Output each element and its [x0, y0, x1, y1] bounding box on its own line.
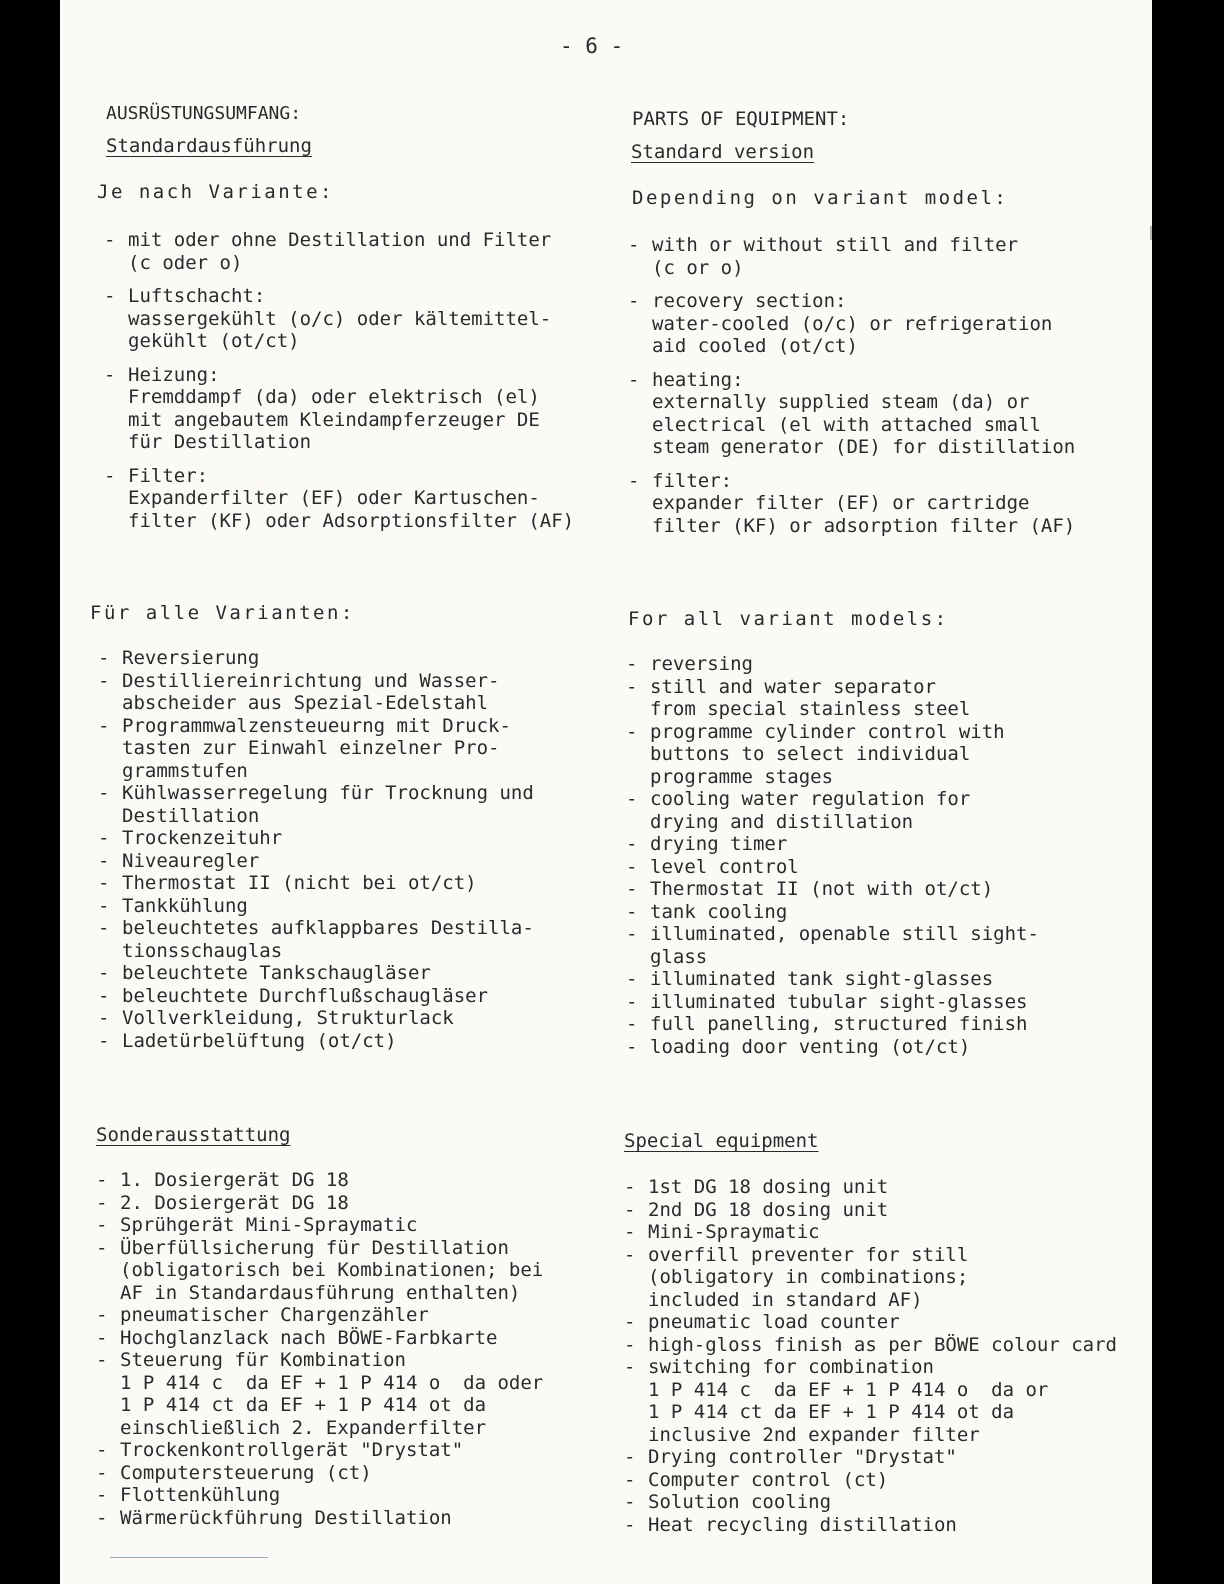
list-item-line: - Reversierung	[122, 647, 260, 669]
list-item-line: programme stages	[650, 765, 834, 788]
list-item-line: included in standard AF)	[648, 1288, 923, 1311]
scan-edge-line	[110, 1557, 268, 1558]
list-item-line: - heating:	[652, 368, 744, 391]
list-item-line: - Kühlwasserregelung für Trocknung und	[122, 782, 534, 804]
list-item	[624, 1469, 1117, 1492]
list-item-line: (c oder o)	[128, 251, 243, 274]
german-all-variants-heading: Für alle Varianten:	[90, 602, 355, 624]
list-item	[628, 234, 1075, 279]
list-item-line: mit angebautem Kleindampferzeuger DE	[128, 408, 540, 431]
list-item	[98, 1030, 534, 1053]
list-item-line: filter (KF) or adsorption filter (AF)	[652, 514, 1076, 537]
list-item-line: water-cooled (o/c) or refrigeration	[652, 312, 1053, 335]
list-item-line: - Trockenkontrollgerät "Drystat"	[120, 1439, 464, 1461]
list-item	[626, 878, 1039, 901]
list-item-line: tionsschauglas	[122, 939, 283, 962]
list-item	[96, 1304, 543, 1327]
list-item	[96, 1349, 543, 1439]
german-standard-heading: Standardausführung	[106, 135, 312, 157]
list-item-line: 1 P 414 ct da EF + 1 P 414 ot da	[648, 1401, 1015, 1423]
list-item	[98, 895, 534, 918]
german-standard-list	[104, 229, 574, 543]
list-item-line: Expanderfilter (EF) oder Kartuschen-	[128, 487, 540, 509]
list-item-line: - full panelling, structured finish	[650, 1013, 1028, 1035]
list-item	[96, 1237, 543, 1305]
list-item-line: - Steuerung für Kombination	[120, 1349, 406, 1371]
list-item	[626, 788, 1039, 833]
list-item-line: AF in Standardausführung enthalten)	[120, 1281, 521, 1304]
list-item-line: (obligatorisch bei Kombinationen; bei	[120, 1259, 544, 1281]
list-item	[624, 1244, 1117, 1312]
list-item	[628, 470, 1075, 538]
scan-speck	[1150, 226, 1152, 240]
list-item	[626, 676, 1039, 721]
list-item-line: - Sprühgerät Mini-Spraymatic	[120, 1214, 418, 1236]
list-item	[98, 1007, 534, 1030]
list-item	[104, 465, 574, 533]
list-item-line: - Solution cooling	[648, 1491, 832, 1513]
list-item-line: - Niveauregler	[122, 849, 260, 872]
list-item-line: - 1st DG 18 dosing unit	[648, 1176, 889, 1198]
list-item-line: - recovery section:	[652, 290, 847, 312]
list-item-line: - Heat recycling distillation	[648, 1513, 957, 1536]
list-item-line: - Hochglanzlack nach BÖWE-Farbkarte	[120, 1326, 498, 1349]
list-item-line: - illuminated tank sight-glasses	[650, 968, 994, 990]
list-item-line: - Ladetürbelüftung (ot/ct)	[122, 1029, 397, 1052]
english-standard-heading: Standard version	[631, 141, 815, 163]
list-item-line: drying and distillation	[650, 810, 914, 833]
list-item	[626, 653, 1039, 676]
list-item-line: - tank cooling	[650, 900, 788, 923]
list-item-line: - Computersteuerung (ct)	[120, 1461, 372, 1484]
list-item-line: - 2nd DG 18 dosing unit	[648, 1198, 889, 1221]
list-item-line: für Destillation	[128, 431, 312, 453]
list-item-line: - Tankkühlung	[122, 894, 248, 917]
list-item-line: - Programmwalzensteueurng mit Druck-	[122, 714, 511, 737]
list-item-line: - with or without still and filter	[652, 234, 1019, 256]
list-item-line: - high-gloss finish as per BÖWE colour card	[648, 1333, 1117, 1356]
list-item-line: - Wärmerückführung Destillation	[120, 1506, 452, 1529]
list-item	[624, 1311, 1117, 1334]
list-item-line: 1 P 414 ct da EF + 1 P 414 ot da	[120, 1394, 487, 1416]
list-item	[96, 1484, 543, 1507]
list-item	[96, 1214, 543, 1237]
german-all-variants-list	[98, 647, 534, 1052]
list-item-line: externally supplied steam (da) or	[652, 391, 1030, 413]
list-item-line: - still and water separator	[650, 675, 936, 698]
list-item	[98, 985, 534, 1008]
list-item	[98, 850, 534, 873]
list-item-line: - 2. Dosiergerät DG 18	[120, 1191, 349, 1214]
list-item-line: - reversing	[650, 653, 753, 675]
list-item	[104, 229, 574, 274]
english-title: PARTS OF EQUIPMENT:	[632, 108, 850, 130]
list-item	[98, 647, 534, 670]
list-item	[96, 1439, 543, 1462]
list-item	[98, 715, 534, 783]
list-item	[96, 1169, 543, 1192]
list-item	[628, 290, 1075, 358]
list-item-line: electrical (el with attached small	[652, 413, 1041, 436]
list-item	[626, 991, 1039, 1014]
list-item-line: - 1. Dosiergerät DG 18	[120, 1169, 349, 1191]
list-item	[98, 670, 534, 715]
list-item-line: - Thermostat II (not with ot/ct)	[650, 878, 994, 900]
list-item	[624, 1221, 1117, 1244]
list-item-line: - drying timer	[650, 833, 788, 855]
list-item-line: - Heizung:	[128, 363, 220, 386]
list-item	[624, 1491, 1117, 1514]
list-item-line: - Flottenkühlung	[120, 1484, 281, 1506]
list-item-line: - overfill preventer for still	[648, 1243, 969, 1266]
list-item-line: Fremddampf (da) oder elektrisch (el)	[128, 386, 540, 408]
list-item-line: - beleuchtete Tankschaugläser	[122, 962, 431, 984]
list-item-line: - illuminated tubular sight-glasses	[650, 990, 1028, 1013]
list-item-line: glass	[650, 945, 708, 968]
list-item	[624, 1356, 1117, 1446]
german-standard-intro: Je nach Variante:	[97, 181, 334, 203]
list-item-line: - Luftschacht:	[128, 285, 266, 307]
english-standard-list	[628, 234, 1075, 548]
list-item	[96, 1327, 543, 1350]
list-item	[626, 1013, 1039, 1036]
list-item-line: - filter:	[652, 469, 733, 492]
list-item	[98, 917, 534, 962]
list-item	[96, 1507, 543, 1530]
list-item	[626, 901, 1039, 924]
list-item	[626, 968, 1039, 991]
list-item-line: (c or o)	[652, 256, 744, 279]
list-item-line: - illuminated, openable still sight-	[650, 923, 1039, 945]
german-title: AUSRÜSTUNGSUMFANG:	[106, 103, 302, 124]
list-item	[96, 1192, 543, 1215]
list-item	[624, 1176, 1117, 1199]
list-item-line: gekühlt (ot/ct)	[128, 330, 300, 352]
list-item-line: - switching for combination	[648, 1356, 934, 1378]
list-item	[626, 856, 1039, 879]
page-number: - 6 -	[560, 34, 624, 58]
list-item	[624, 1334, 1117, 1357]
list-item	[626, 833, 1039, 856]
list-item	[98, 962, 534, 985]
list-item-line: - Trockenzeituhr	[122, 827, 283, 849]
list-item	[98, 827, 534, 850]
list-item-line: - cooling water regulation for	[650, 788, 971, 810]
list-item-line: 1 P 414 c da EF + 1 P 414 o da oder	[120, 1371, 544, 1394]
list-item	[628, 369, 1075, 459]
list-item-line: tasten zur Einwahl einzelner Pro-	[122, 737, 500, 759]
german-special-list	[96, 1169, 543, 1529]
list-item-line: - programme cylinder control with	[650, 720, 1005, 743]
english-all-variants-heading: For all variant models:	[628, 608, 949, 630]
list-item-line: (obligatory in combinations;	[648, 1266, 969, 1288]
list-item-line: - loading door venting (ot/ct)	[650, 1035, 971, 1058]
list-item-line: inclusive 2nd expander filter	[648, 1423, 980, 1446]
english-all-variants-list	[626, 653, 1039, 1058]
list-item-line: - Thermostat II (nicht bei ot/ct)	[122, 872, 477, 894]
list-item	[98, 782, 534, 827]
list-item	[104, 364, 574, 454]
list-item-line: - Computer control (ct)	[648, 1468, 889, 1491]
list-item	[626, 923, 1039, 968]
list-item-line: - mit oder ohne Destillation und Filter	[128, 229, 552, 251]
list-item-line: abscheider aus Spezial-Edelstahl	[122, 692, 489, 714]
english-special-list	[624, 1176, 1117, 1536]
list-item-line: einschließlich 2. Expanderfilter	[120, 1416, 487, 1439]
list-item-line: - Mini-Spraymatic	[648, 1221, 820, 1243]
list-item-line: buttons to select individual	[650, 743, 971, 765]
list-item	[98, 872, 534, 895]
list-item	[624, 1514, 1117, 1537]
list-item-line: Destillation	[122, 804, 260, 827]
list-item-line: - Filter:	[128, 464, 209, 487]
list-item-line: steam generator (DE) for distillation	[652, 436, 1076, 458]
list-item-line: - Vollverkleidung, Strukturlack	[122, 1007, 454, 1029]
list-item-line: - Destilliereinrichtung und Wasser-	[122, 669, 500, 692]
list-item-line: - pneumatischer Chargenzähler	[120, 1304, 429, 1326]
list-item-line: - pneumatic load counter	[648, 1311, 900, 1333]
list-item-line: filter (KF) oder Adsorptionsfilter (AF)	[128, 509, 575, 532]
list-item	[624, 1446, 1117, 1469]
list-item-line: 1 P 414 c da EF + 1 P 414 o da or	[648, 1378, 1049, 1401]
list-item-line: grammstufen	[122, 759, 248, 782]
list-item-line: - Drying controller "Drystat"	[648, 1446, 957, 1468]
list-item-line: - beleuchtetes aufklappbares Destilla-	[122, 917, 534, 939]
list-item	[626, 721, 1039, 789]
list-item-line: from special stainless steel	[650, 698, 971, 720]
list-item-line: - level control	[650, 855, 799, 878]
list-item-line: expander filter (EF) or cartridge	[652, 492, 1030, 514]
list-item-line: aid cooled (ot/ct)	[652, 335, 858, 357]
list-item	[104, 285, 574, 353]
list-item	[626, 1036, 1039, 1059]
list-item	[624, 1199, 1117, 1222]
list-item-line: - Überfüllsicherung für Destillation	[120, 1236, 509, 1259]
english-standard-intro: Depending on variant model:	[632, 187, 1009, 209]
german-special-heading: Sonderausstattung	[96, 1124, 291, 1146]
list-item	[96, 1462, 543, 1485]
list-item-line: - beleuchtete Durchflußschaugläser	[122, 984, 489, 1007]
english-special-heading: Special equipment	[624, 1130, 819, 1152]
list-item-line: wassergekühlt (o/c) oder kältemittel-	[128, 307, 552, 330]
